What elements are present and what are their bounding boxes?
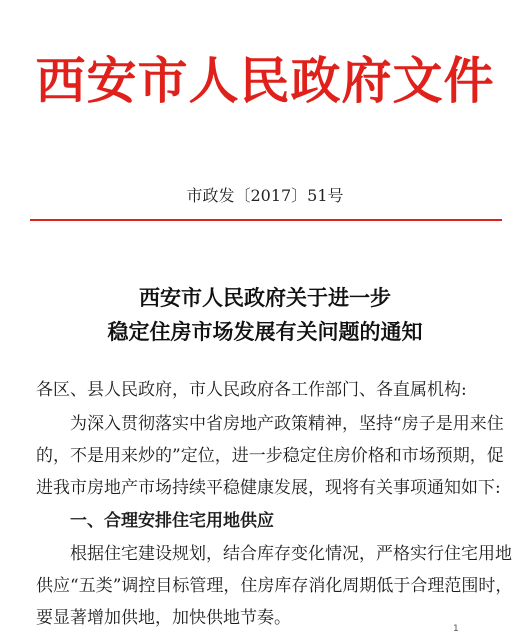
- intro-line-2: 的，不是用来炒的”定位，进一步稳定住房价格和市场预期，促: [36, 446, 504, 466]
- intro-line-3: 进我市房地产市场持续平稳健康发展，现将有关事项通知如下:: [36, 478, 501, 498]
- document-title-line-1: 西安市人民政府关于进一步: [139, 285, 391, 310]
- red-separator-line: [30, 219, 502, 221]
- section-1-line-2: 供应“五类”调控目标管理，住房库存消化周期低于合理范围时，: [36, 576, 513, 596]
- section-1-heading: 一、合理安排住宅用地供应: [70, 511, 274, 531]
- section-1-line-1: 根据住宅建设规划，结合库存变化情况，严格实行住宅用地: [70, 544, 512, 564]
- intro-line-1: 为深入贯彻落实中省房地产政策精神，坚持“房子是用来住: [70, 414, 504, 434]
- page-number-mark: 1: [453, 624, 459, 634]
- addressee-line: 各区、县人民政府，市人民政府各工作部门、各直属机构:: [36, 380, 467, 400]
- section-1-line-3: 要显著增加供地，加快供地节奏。: [36, 608, 291, 628]
- document-number: 市政发〔2017〕51号: [186, 186, 344, 205]
- issuer-masthead: 西安市人民政府文件: [35, 51, 495, 110]
- document-title-line-2: 稳定住房市场发展有关问题的通知: [107, 319, 423, 344]
